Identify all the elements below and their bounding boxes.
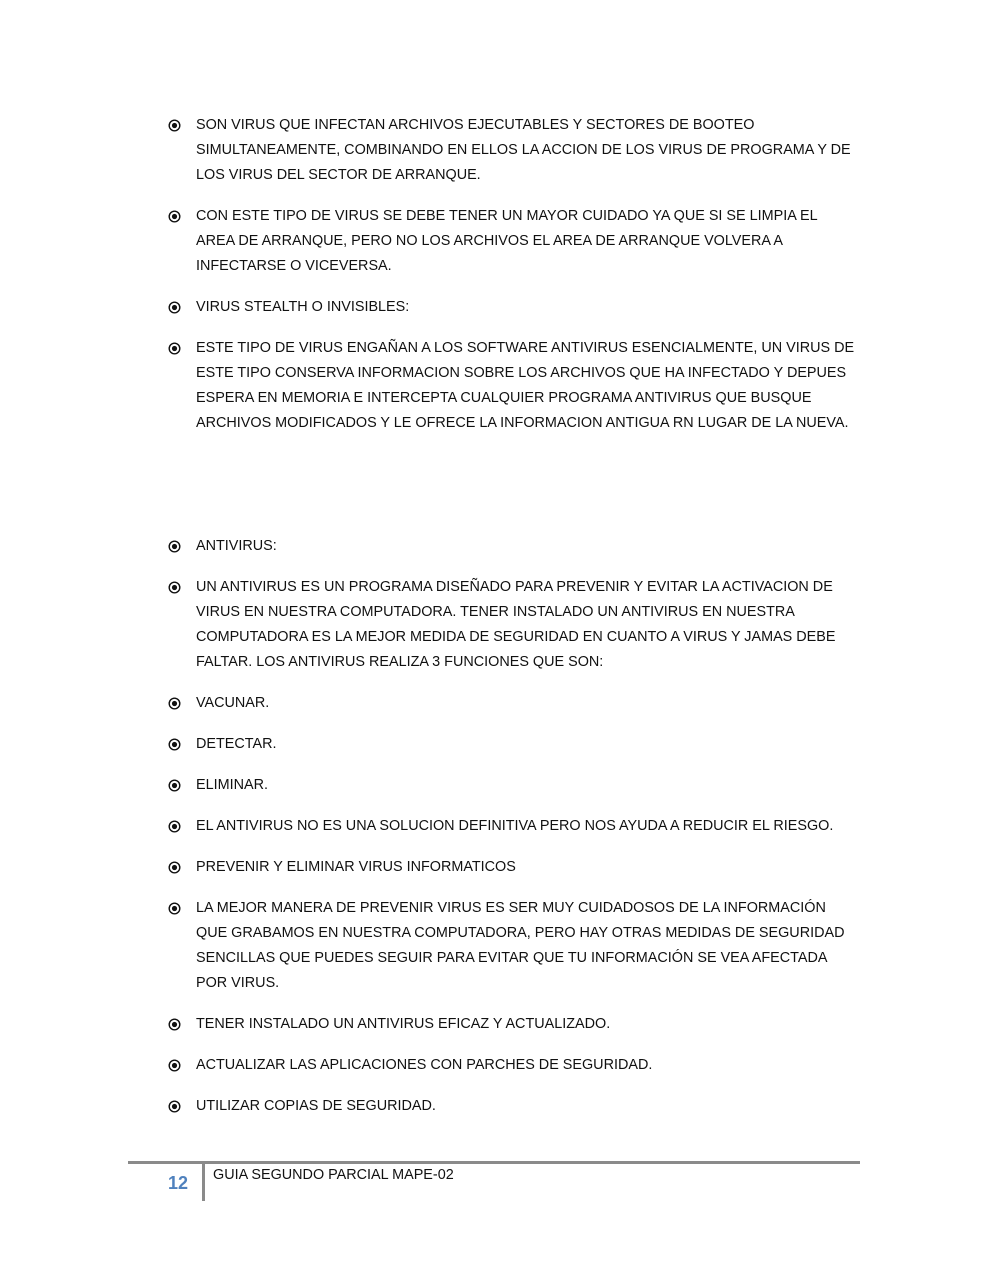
list-item [168,1012,858,1037]
radio-circle-icon [168,1094,196,1119]
radio-circle-icon [168,534,196,559]
footer-rule [128,1161,860,1164]
list-item-text: UTILIZAR COPIAS DE SEGURIDAD. [196,1098,436,1114]
list-item-text: ELIMINAR. [196,777,268,793]
list-item-text: TENER INSTALADO UN ANTIVIRUS EFICAZ Y ACTUALIZADO. [196,1016,611,1032]
list-item [168,773,858,798]
radio-circle-icon [168,896,196,921]
list-item-text: ANTIVIRUS: [196,538,277,554]
list-item-text: LA MEJOR MANERA DE PREVENIR VIRUS ES SER MUY CUIDADOSOS DE LA INFORMACIÓN QUE GRABAMOS EN NUESTRA COMPUTADORA, PERO HAY OTRAS MEDIDAS DE SEGURIDAD SENCILLAS QUE PUEDES SEGUIR PARA EVITAR QUE TU INFORMACIÓN SE VEA AFECTADA POR VIRUS. [196,900,845,991]
list-item [168,1094,858,1119]
list-item-text: UN ANTIVIRUS ES UN PROGRAMA DISEÑADO PARA PREVENIR Y EVITAR LA ACTIVACION DE VIRUS EN NUESTRA COMPUTADORA. TENER INSTALADO UN ANTIVIRUS EN NUESTRA COMPUTADORA ES LA MEJOR MEDIDA DE SEGURIDAD EN CUANTO A VIRUS Y JAMAS DEBE FALTAR. LOS ANTIVIRUS REALIZA 3 FUNCIONES QUE SON: [196,579,836,670]
radio-circle-icon [168,732,196,757]
radio-circle-icon [168,691,196,716]
list-item [168,855,858,880]
list-item [168,336,858,436]
radio-circle-icon [168,855,196,880]
list-item [168,691,858,716]
list-item [168,896,858,996]
radio-circle-icon [168,773,196,798]
list-item [168,814,858,839]
list-item [168,204,858,279]
list-item [168,295,858,320]
list-item-text: ACTUALIZAR LAS APLICACIONES CON PARCHES DE SEGURIDAD. [196,1057,653,1073]
list-item-text: VIRUS STEALTH O INVISIBLES: [196,299,410,315]
list-item-text: ESTE TIPO DE VIRUS ENGAÑAN A LOS SOFTWARE ANTIVIRUS ESENCIALMENTE, UN VIRUS DE ESTE TIPO CONSERVA INFORMACION SOBRE LOS ARCHIVOS QUE HA INFECTADO Y DEPUES ESPERA EN MEMORIA E INTERCEPTA CUALQUIER PROGRAMA ANTIVIRUS QUE BUSQUE ARCHIVOS MODIFICADOS Y LE OFRECE LA INFORMACION ANTIGUA RN LUGAR DE LA NUEVA. [196,340,855,431]
list-item-text: CON ESTE TIPO DE VIRUS SE DEBE TENER UN MAYOR CUIDADO YA QUE SI SE LIMPIA EL AREA DE ARRANQUE, PERO NO LOS ARCHIVOS EL AREA DE ARRANQUE VOLVERA A INFECTARSE O VICEVERSA. [196,208,818,274]
list-item-text: DETECTAR. [196,736,277,752]
radio-circle-icon [168,204,196,229]
radio-circle-icon [168,1053,196,1078]
list-item [168,1053,858,1078]
list-item-text: EL ANTIVIRUS NO ES UNA SOLUCION DEFINITIVA PERO NOS AYUDA A REDUCIR EL RIESGO. [196,818,834,834]
radio-circle-icon [168,575,196,600]
list-item [168,113,858,188]
bullet-list [168,113,858,1135]
page-number: 12 [168,1173,189,1193]
list-item [168,732,858,757]
radio-circle-icon [168,1012,196,1037]
list-item-text: PREVENIR Y ELIMINAR VIRUS INFORMATICOS [196,859,516,875]
footer-divider [202,1164,205,1201]
radio-circle-icon [168,336,196,361]
radio-circle-icon [168,295,196,320]
radio-circle-icon [168,814,196,839]
footer-title: GUIA SEGUNDO PARCIAL MAPE-02 [213,1167,454,1183]
list-item [168,534,858,559]
list-item-text: SON VIRUS QUE INFECTAN ARCHIVOS EJECUTABLES Y SECTORES DE BOOTEO SIMULTANEAMENTE, COMBINANDO EN ELLOS LA ACCION DE LOS VIRUS DE PROGRAMA Y DE LOS VIRUS DEL SECTOR DE ARRANQUE. [196,117,851,183]
list-item [168,575,858,675]
list-item-text: VACUNAR. [196,695,270,711]
radio-circle-icon [168,113,196,138]
